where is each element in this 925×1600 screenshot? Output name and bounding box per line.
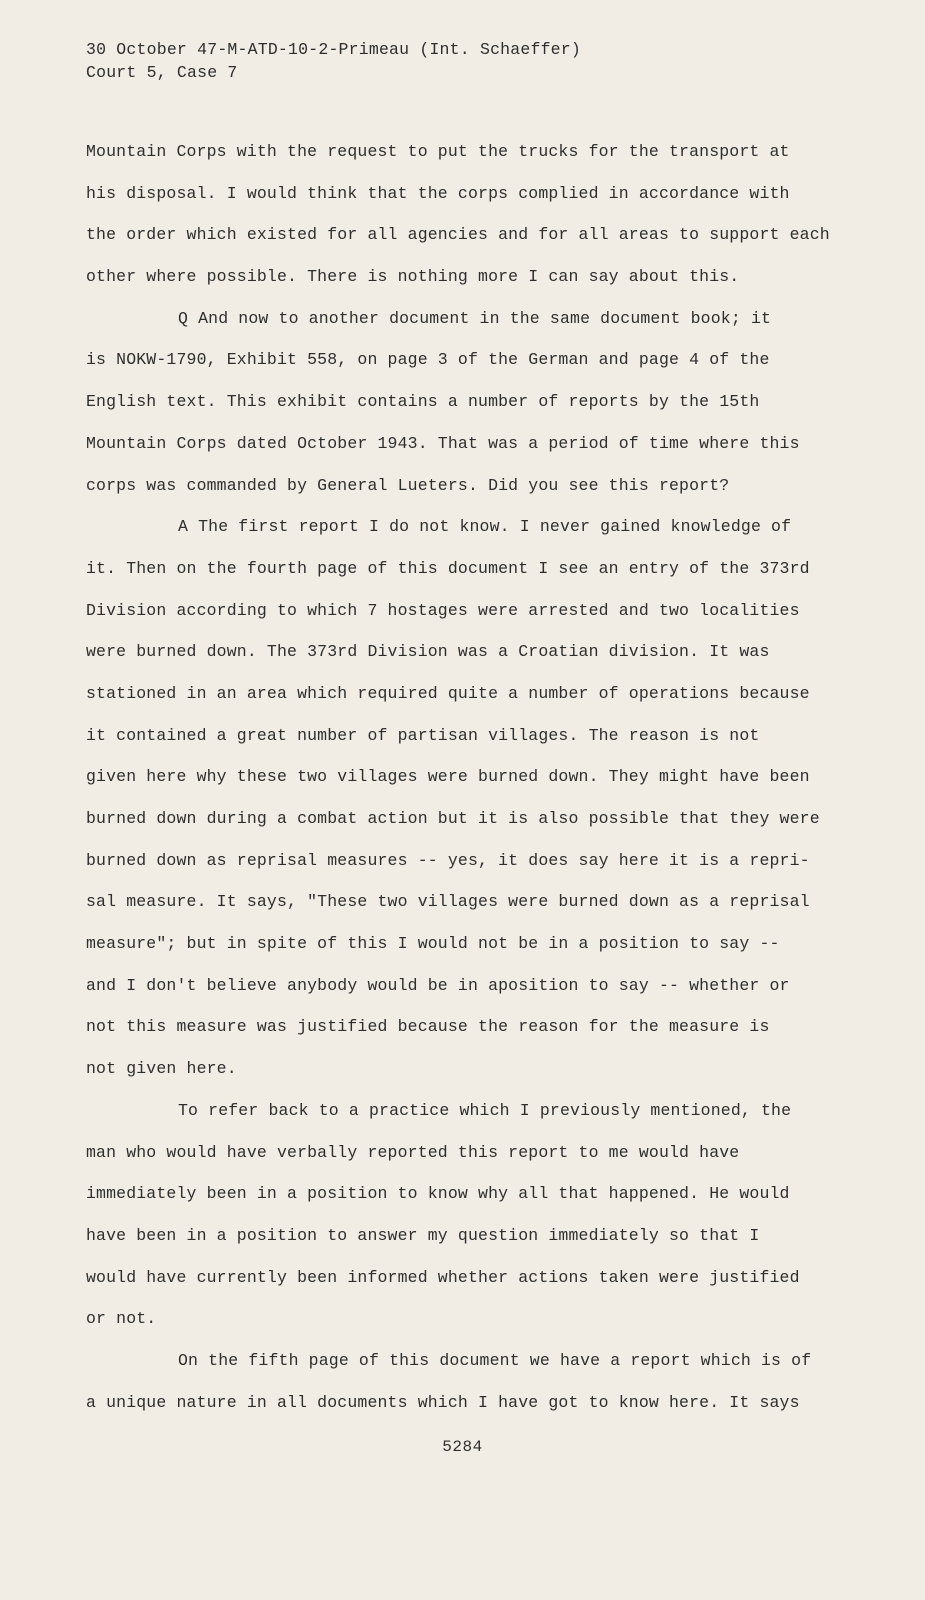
text-line: Q And now to another document in the same document book; it <box>178 308 772 328</box>
text-line: Mountain Corps dated October 1943. That was a period of time where this <box>86 433 800 453</box>
text-line: corps was commanded by General Lueters. Did you see this report? <box>86 475 730 495</box>
header-line-1: 30 October 47-M-ATD-10-2-Primeau (Int. Schaeffer) <box>86 40 581 59</box>
text-line: Mountain Corps with the request to put the trucks for the transport at <box>86 142 790 161</box>
text-line: or not. <box>86 1309 157 1329</box>
text-line: immediately been in a position to know why all that happened. He would <box>86 1184 790 1204</box>
text-line: stationed in an area which required quite a number of operations because <box>86 683 810 703</box>
text-line: burned down during a combat action but it is also possible that they were <box>86 809 820 828</box>
text-line: it contained a great number of partisan villages. The reason is not <box>86 725 760 745</box>
text-line: English text. This exhibit contains a number of reports by the 15th <box>86 392 760 412</box>
text-line: burned down as reprisal measures -- yes, it does say here it is a repri- <box>86 850 810 870</box>
text-line: A The first report I do not know. I never gained knowledge of <box>178 517 792 537</box>
text-line: and I don't believe anybody would be in aposition to say -- whether or <box>86 975 790 995</box>
text-line: other where possible. There is nothing more I can say about this. <box>86 267 740 287</box>
header-line-2: Court 5, Case 7 <box>86 63 238 82</box>
text-line: To refer back to a practice which I previously mentioned, the <box>178 1100 792 1120</box>
text-line: not this measure was justified because the reason for the measure is <box>86 1017 770 1037</box>
text-line: would have currently been informed whether actions taken were justified <box>86 1267 800 1287</box>
text-line: his disposal. I would think that the corps complied in accordance with <box>86 183 790 203</box>
text-line: Division according to which 7 hostages were arrested and two localities <box>86 600 800 620</box>
text-line: the order which existed for all agencies and for all areas to support each <box>86 225 830 245</box>
text-line: a unique nature in all documents which I have got to know here. It says <box>86 1392 800 1412</box>
text-line: were burned down. The 373rd Division was a Croatian division. It was <box>86 642 770 662</box>
text-line: sal measure. It says, "These two villages were burned down as a reprisal <box>86 892 810 912</box>
text-line: man who would have verbally reported this report to me would have <box>86 1142 740 1162</box>
text-line: have been in a position to answer my question immediately so that I <box>86 1225 760 1245</box>
transcript-body <box>86 140 856 1432</box>
text-line: is NOKW-1790, Exhibit 558, on page 3 of the German and page 4 of the <box>86 350 770 370</box>
text-line: On the fifth page of this document we have a report which is of <box>178 1350 812 1370</box>
text-line: given here why these two villages were burned down. They might have been <box>86 767 810 787</box>
text-line: not given here. <box>86 1059 237 1079</box>
text-line: it. Then on the fourth page of this document I see an entry of the 373rd <box>86 558 810 578</box>
page-header <box>86 38 581 84</box>
page-number: 5284 <box>442 1438 483 1456</box>
text-line: measure"; but in spite of this I would not be in a position to say -- <box>86 934 780 954</box>
